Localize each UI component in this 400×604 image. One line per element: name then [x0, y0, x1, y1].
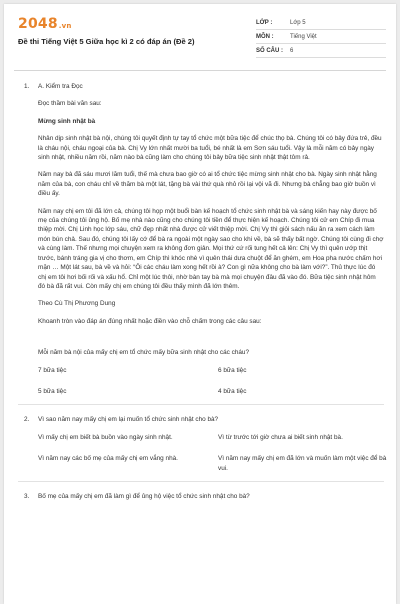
section-heading: A. Kiểm tra Đọc: [38, 83, 83, 90]
meta-label: MÔN :: [256, 33, 274, 40]
story-author: Theo Cù Thị Phương Dung: [38, 300, 116, 308]
question-number: 1.: [24, 83, 30, 90]
site-logo[interactable]: 2048.vn: [18, 16, 72, 32]
question-text: Bố mẹ của mấy chị em đã làm gì để ủng hộ việc tổ chức sinh nhật cho bà?: [38, 492, 250, 500]
answer-option[interactable]: 4 bữa tiệc: [218, 387, 247, 395]
reading-instruction: Đọc thầm bài văn sau:: [38, 100, 102, 108]
story-paragraph: Nhân dịp sinh nhật bà nội, chúng tôi quyết định tự tay tổ chức một bữa tiệc để chúc thọ bà. Chúng tôi có bảy đứa trẻ, đều là cháu nội, cháu ngoại của bà. Chị Vy lớn nhất mười ba tuổi, bé nhất là em Sơn sáu tuổi. Vậy là mỗi năm có bảy ngày sinh nhật, nhiều năm rồi, năm nào bà cũng làm cho chúng tôi bảy bữa tiệc sinh nhật thật tôm rả.: [38, 135, 382, 162]
meta-row-subject: [256, 30, 386, 44]
page-header: [4, 4, 396, 64]
answer-option[interactable]: Vì mấy chị em biết bà buồn vào ngày sinh nhật.: [38, 433, 173, 441]
question-divider: [18, 481, 384, 482]
story-title: Mừng sinh nhật bà: [38, 117, 96, 125]
meta-row-class: [256, 16, 386, 30]
header-divider: [14, 70, 386, 71]
task-instruction: Khoanh tròn vào đáp án đúng nhất hoặc điền vào chỗ chấm trong các câu sau:: [38, 317, 262, 325]
question-divider: [18, 404, 384, 405]
meta-value: Tiếng Việt: [290, 33, 317, 40]
answer-option[interactable]: Vì năm nay mấy chị em đã lớn và muốn làm một việc để bà vui.: [218, 455, 387, 472]
exam-meta-table: [256, 16, 386, 58]
answer-option[interactable]: 5 bữa tiệc: [38, 387, 67, 395]
question-number: 2.: [24, 416, 30, 424]
story-paragraph: Năm nay chị em tôi đã lớn cả, chúng tôi họp một buổi bàn kế hoạch tổ chức sinh nhật bà và sáng kiến hay này được bố mẹ của chúng tôi ủng hộ. Bố mẹ nhà nào cũng cho chúng tôi tiền để thực hiện kế hoạch. Chúng tôi cử em Chíp đi mua thiệp mời. Chị Linh học lớp sáu, chữ đẹp nhất nhà được cử viết thiệp mời. Chị Vy thì giỏi sách nấu ăn ra xem cách làm món bún chả. Sau đó, chúng tôi lấy cớ để bà ra ngoài một ngày sao cho khi về, bà sẽ thấy bất ngờ. Chúng tôi cùng đi chợ và cùng làm. Thế nhưng mọi chuyện xem ra không đơn giản. Mọi thứ cứ rối tung hết cả lên: Chị Vy thì quên ướp thịt trước, bánh tráng gia vị cho thơm, em Chíp thì khóc nhè vì quên thái dưa chuột để ăn ghém, em Hoa pha nước chấm hơi mặn … Một lát sau, bà về và hỏi: “Ôi các cháu làm xong hết rồi à? Con gì nữa không cho bà làm với?”. Thủ thực lúc đó chị em tôi hơi bối rối và xấu hổ. Chỉ một lúc thôi, nhờ bàn tay bà mà mọi chuyện đâu đã vào đó. Bữa tiệc sinh nhật hôm đó bà đã rất vui. Còn mấy chị em chúng tôi đều thấy mình đã lớn thêm.: [38, 207, 384, 290]
meta-label: LỚP :: [256, 19, 273, 26]
answer-option[interactable]: 7 bữa tiệc: [38, 366, 67, 374]
question-1: [18, 82, 384, 396]
answer-options: [38, 366, 384, 397]
answer-option[interactable]: Vì năm nay các bố mẹ của mấy chị em vắng nhà.: [38, 455, 178, 463]
meta-label: SỐ CÂU :: [256, 47, 283, 54]
answer-option[interactable]: Vì từ trước tới giờ chưa ai biết sinh nhật bà.: [218, 433, 343, 441]
question-number: 3.: [24, 492, 30, 500]
meta-value: 6: [290, 47, 294, 54]
exam-content: [18, 82, 387, 509]
question-text: Mỗi năm bà nội của mấy chị em tổ chức mấy bữa sinh nhật cho các cháu?: [38, 349, 250, 357]
answer-options: [38, 433, 387, 473]
story-paragraph: Năm nay bà đã sáu mươi lăm tuổi, thế mà chưa bao giờ có ai tổ chức tiệc mừng sinh nhật cho bà. Ngày sinh nhật hằng năm của bà, con cháu chỉ về thăm bà một lát, tặng bà vài thứ quà nhỏ rồi lại vội vã đi. Nhưng bà chẳng bao giờ buồn vì điều ấy.: [38, 171, 377, 198]
document-page: [4, 4, 396, 604]
meta-row-count: [256, 44, 386, 58]
question-3: [18, 492, 384, 501]
exam-title: Đề thi Tiếng Việt 5 Giữa học kì 2 có đáp án (Đề 2): [18, 37, 195, 46]
question-text: Vì sao năm nay mấy chị em lại muốn tổ chức sinh nhật cho bà?: [38, 416, 219, 424]
meta-value: Lớp 5: [290, 19, 306, 26]
question-2: [18, 415, 387, 473]
answer-option[interactable]: 6 bữa tiệc: [218, 366, 247, 374]
